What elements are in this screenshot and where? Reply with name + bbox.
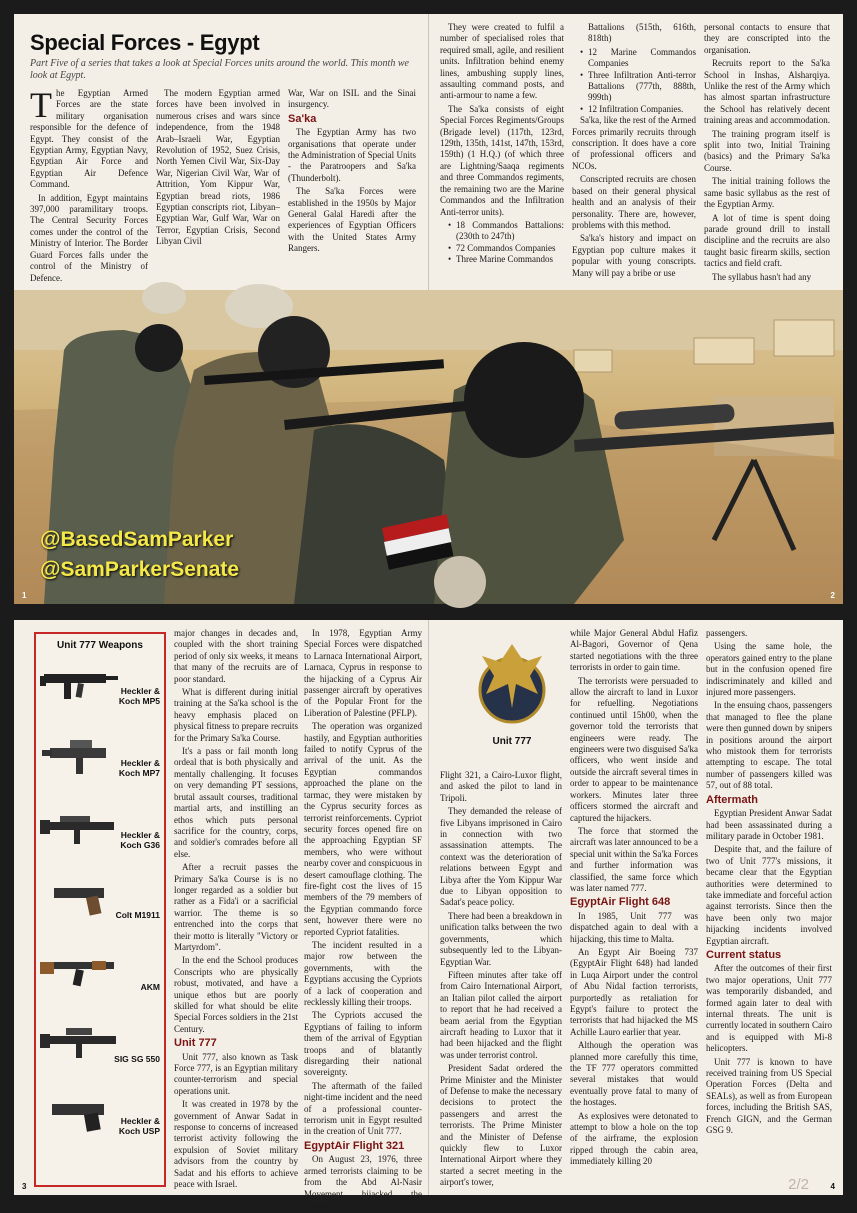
list-item: • 18 Commandos Battalions: (230th to 247th)	[448, 220, 564, 243]
paragraph: The terrorists were persuaded to allow the aircraft to land in Luxor for refuelling. Negotiations continued until 15h00, when the governor told the terrorists that engineers were ready. The engineers were two disguised Sa'ka officers, who went inside and outside the aircraft several times in order to appear to be maintenance workers. Minutes later three officers stormed the aircraft and captured the hijackers.	[570, 675, 698, 823]
magazine-spread-pages-3-4	[14, 620, 843, 1210]
paragraph: Despite that, and the failure of two of Unit 777's missions, it became clear that the Egyptian authorities were determined to take immediate and forceful action against terrorists. Since then the have been only two major hijacking incidents involved Egyptian aircraft.	[706, 844, 832, 946]
emblem-caption: Unit 777	[492, 736, 532, 747]
weapon-item	[36, 874, 164, 926]
paragraph: personal contacts to ensure that they are conscripted into the organisation.	[704, 22, 830, 55]
page-number: 1	[22, 591, 27, 600]
paragraph: Using the same hole, the operators gained entry to the plane but in the confusion opened fire indiscriminately and killed and injured more passengers.	[706, 641, 832, 698]
paragraph: As explosives were detonated to attempt to blow a hole on the top of the airframe, the explosion ripped through the cabin area, immediately killing 20	[570, 1110, 698, 1167]
paragraph: while Major General Abdul Hafiz Al-Bagori, Governor of Qena started negotiations with the three terrorists in order to gain time.	[570, 628, 698, 673]
paragraph: he Egyptian Armed Forces are the state military organisation responsible for the defence of Egypt. They consist of the Egyptian Army, Egyptian Navy, Egyptian Air Force and Egyptian Air Defence Command.	[30, 88, 148, 190]
weapons-sidebar	[34, 632, 166, 1187]
weapon-name: Heckler & Koch USP	[118, 1116, 160, 1136]
page-number: 3	[22, 1182, 27, 1191]
list-item: • Three Infiltration Anti-terror Battalions (777th, 888th, 999th)	[580, 70, 696, 104]
paragraph: Egyptian President Anwar Sadat had been assassinated during a military parade in October 1981.	[706, 808, 832, 841]
section-heading: Unit 777	[174, 1037, 217, 1050]
weapon-name: Colt M1911	[115, 910, 160, 920]
paragraph: The Cypriots accused the Egyptians of failing to inform them of the arrival of Egyptian troops and of blatantly disregarding their national sovereignty.	[304, 1010, 422, 1078]
section-heading: Sa'ka	[288, 112, 317, 125]
paragraph: In 1985, Unit 777 was dispatched again to deal with a hijacking, this time to Malta.	[570, 910, 698, 944]
watermark-handle: @BasedSamParker	[40, 528, 234, 551]
text-column-5	[572, 22, 696, 281]
weapon-item	[36, 1090, 164, 1142]
paragraph: In 1978, Egyptian Army Special Forces were dispatched to Larnaca International Airport, Larnaca, Cyprus in response to the hijacking of a Cyprus Air passenger aircraft by operatives of the Popular Front for the Liberation of Palestine (PFLP).	[304, 628, 422, 718]
paragraph: They demanded the release of five Libyans imprisoned in Cairo in connection with two assassination attempts. The context was the deterioration of relations between Egypt and Libya after the Yom Kippur War due to Libyan opposition to Sadat's peace policy.	[440, 806, 562, 908]
watermark-handle: @SamParkerSenate	[40, 558, 240, 581]
text-column-b	[304, 628, 422, 1213]
paragraph: The syllabus hasn't had any	[712, 271, 812, 282]
weapon-item	[36, 732, 164, 784]
unit-777-emblem-icon	[472, 638, 552, 728]
weapon-name: AKM	[140, 982, 160, 992]
battalion-list	[440, 220, 564, 266]
paragraph: In addition, Egypt maintains 397,000 paramilitary troops. The Central Security Forces comes under the control of the Ministry of Interior. The Border Guard Forces falls under the control of the Ministry of Defence.	[30, 192, 148, 283]
paragraph: The Sa'ka consists of eight Special Forces Regiments/Groups (Brigade level) (117th, 123rd, 129th, 135th, 141st, 147th, 153rd, 159th) (1 H.Q.) (of which three are Lightning/Saaqa regiments and three Commandos regiments, the remaining two are the Marine Commandos and the Infiltration Anti-terror units).	[440, 103, 564, 217]
paragraph: Although the operation was planned more carefully this time, the TF 777 operators committed several mistakes that would eventually prove fatal to many of the hostages.	[570, 1040, 698, 1108]
text-column-4	[440, 22, 564, 266]
paragraph: The incident resulted in a major row between the governments, with the Egyptians accusing the Cypriots of a lack of cooperation and recklessly killing their troops.	[304, 939, 422, 1007]
list-item: • 12 Marine Commandos Companies	[580, 47, 696, 70]
paragraph: Recruits report to the Sa'ka School in Inshas, Alsharqiya. Unlike the rest of the Army which has almost spartan infrastructure the School has relatively decent training areas and accommodation.	[704, 58, 830, 126]
page-fold	[428, 620, 429, 1195]
paragraph: What is different during initial training at the Sa'ka school is the heavy emphasis placed on physical fitness to prepare recruits for the Primary Sa'ka Course.	[174, 687, 298, 743]
hero-photo-illustration	[14, 290, 843, 604]
battalion-list	[572, 47, 696, 115]
text-column-a	[174, 628, 298, 1193]
page-number: 2	[830, 591, 835, 600]
list-item: • 72 Commandos Companies	[448, 243, 564, 254]
paragraph: The initial training follows the same basic syllabus as the rest of the Egyptian Army.	[704, 176, 830, 210]
page-number: 4	[830, 1182, 835, 1191]
weapon-name: Heckler & Koch MP5	[118, 686, 160, 706]
text-column-2	[156, 88, 280, 250]
paragraph: The training program itself is split into two, Initial Training (basics) and the Primary Sa'ka Course.	[704, 128, 830, 173]
text-column-6	[704, 22, 830, 285]
section-heading: EgyptAir Flight 648	[570, 896, 671, 909]
paragraph: It was created in 1978 by the government of Anwar Sadat in response to concerns of increased terrorist activity following the expulsion of Soviet military advisors from the country by Sadat and his efforts to achieve peace with Israel.	[174, 1099, 298, 1190]
text-column-d	[570, 628, 698, 1170]
paragraph: An Egypt Air Boeing 737 (EgyptAir Flight 648) had landed in Luqa Airport under the control of Abu Nidal faction terrorists, purportedly as retaliation for Egypt's failure to protect the terrorists that had hijacked the MS Achille Lauro earlier that year.	[570, 946, 698, 1037]
paragraph: Sa'ka's history and impact on Egyptian pop culture makes it popular with young conscripts. Many will pay a bribe or use	[572, 233, 696, 278]
weapon-item	[36, 1018, 164, 1070]
paragraph: There had been a breakdown in unification talks between the two governments, which subsequently led to the Libyan-Egyptian War.	[440, 910, 562, 967]
article-standfirst: Part Five of a series that takes a look at Special Forces units around the world. This month we look at Egypt.	[30, 58, 409, 81]
paragraph: The modern Egyptian armed forces have been involved in numerous crises and wars since independence, from the 1948 Arab–Israeli War, Egyptian Revolution of 1952, Suez Crisis, North Yemen Civil War, Six-Day War, Nigerian Civil War, War of Attrition, Yom Kippur War, Egyptian bread riots, 1986 Egyptian conscripts riot, Libyan–Egyptian War, Gulf War, War on Terror, Egyptian Crisis, Second Libyan Civil	[156, 88, 280, 247]
paragraph: On August 23, 1976, three armed terrorists claiming to be from the Abd Al-Nasir Movement hijacked the EgyptAir	[304, 1154, 422, 1210]
paragraph: In the end the School produces Conscripts who are physically robust, motivated, and have a unique ethos but are poorly skilled for what should be elite Special Forces soldiers in the 21st Century.	[174, 955, 298, 1034]
weapon-item	[36, 804, 164, 856]
text-column-1	[30, 85, 148, 286]
paragraph: War, War on ISIL and the Sinai insurgency.	[288, 88, 416, 110]
page-fold	[428, 14, 429, 294]
paragraph: It's a pass or fail month long ordeal that is both physically and mentally challenging. It focuses on very demanding PT sessions, brutal assault courses, traditional martial arts, and instilling an ethos which puts personal sacrifice for the country, corps, and soldier's comrades before all else.	[174, 746, 298, 859]
paragraph: Flight 321, a Cairo-Luxor flight, and asked the pilot to land in Tripoli.	[440, 770, 562, 803]
paragraph: The Egyptian Army has two organisations that operate under the Administration of Special Units - the Paratroopers and Sa'ka (Thunderbolt).	[288, 127, 416, 183]
paragraph: In the ensuing chaos, passengers that managed to flee the plane were then gunned down by snipers in positions around the airport who mistook them for terrorists attempting to escape. The total number of passengers killed was 57, out of 88 total.	[706, 700, 832, 791]
list-item: • Three Marine Commandos	[448, 254, 564, 265]
section-heading: Aftermath	[706, 793, 758, 806]
paragraph: Fifteen minutes after take off from Cairo International Airport, an Italian pilot called the airport to report that he had received a beam aerial from the Egyptian aircraft heading to Luxor that it had been hijacked and the flight was under terrorist control.	[440, 969, 562, 1060]
weapon-name: Heckler & Koch MP7	[118, 758, 160, 778]
magazine-spread-pages-1-2	[14, 14, 843, 604]
paragraph: Unit 777, also known as Task Force 777, is an Egyptian military counter-terrorism and special operations unit.	[174, 1051, 298, 1096]
paragraph: Unit 777 is known to have received training from US Special Operation Forces (Delta and SEALs), as well as from European forces, including the British SAS, French GIGN, and the German GSG 9.	[706, 1056, 832, 1136]
list-item: • 12 Infiltration Companies.	[580, 104, 696, 115]
paragraph: The aftermath of the failed night-time incident and the need of a professional counter-terrorism unit in Egypt resulted in the creation of Unit 777.	[304, 1080, 422, 1137]
paragraph: The Sa'ka Forces were established in the 1950s by Major General Galal Haredi after the experiences of Egyptian Officers with the United States Army Rangers.	[288, 186, 416, 254]
text-column-e	[706, 628, 832, 1138]
paragraph: A lot of time is spent doing parade ground drill to install discipline and the recruits are also taught basic firearm skills, section tactics and field craft.	[704, 212, 830, 269]
text-column-3	[288, 88, 416, 257]
text-column-c	[440, 770, 562, 1191]
hero-photo-soldiers-desert	[14, 290, 843, 604]
section-heading: Current status	[706, 948, 782, 961]
image-count-mark: 2/2	[788, 1176, 809, 1193]
paragraph: Battalions (515th, 616th, 818th)	[588, 22, 696, 44]
weapons-sidebar-title: Unit 777 Weapons	[57, 640, 143, 651]
paragraph: Conscripted recruits are chosen based on their general physical health and an analysis of their personality. There are, however, problems with this method.	[572, 174, 696, 230]
paragraph: They were created to fulfil a number of specialised roles that required small, agile, and resilient units. Infiltration behind enemy lines, ambushing supply lines, assaulting command posts, and anti-armour to name a few.	[440, 22, 564, 101]
paragraph: major changes in decades and, coupled with the short training period of only six weeks, it means that many of the recruits are of poor standard.	[174, 628, 298, 684]
paragraph: After the outcomes of their first two major operations, Unit 777 was temporarily disbanded, and formed again later to deal with internal threats. The unit is currently located in southern Cairo and is equipped with Mi-8 helicopters.	[706, 963, 832, 1054]
weapon-item	[36, 946, 164, 998]
section-heading: EgyptAir Flight 321	[304, 1139, 405, 1152]
paragraph: passengers.	[706, 628, 748, 638]
paragraph: Sa'ka, like the rest of the Armed Forces primarily recruits through conscription. It does have a core of professional officers and NCOs.	[572, 115, 696, 171]
weapon-name: SIG SG 550	[114, 1054, 160, 1064]
weapon-name: Heckler & Koch G36	[120, 830, 160, 850]
drop-cap: T	[30, 85, 52, 125]
paragraph: The operation was organized hastily, and Egyptian authorities failed to notify Cyprus of the arrival of the unit. As the Egyptian commandos approached the plane on the tarmac, they were mistaken by the Cyprus security forces as terrorist reinforcements. Cypriot security forces opened fire on the approaching Egyptian SF members, who were without nearby cover and conspicuous in desert camouflage clothing. The fire-fight cost the lives of 15 members of the 79 members of the Egyptian commando force sent, however there were no reported Cypriot fatalities.	[304, 721, 422, 937]
weapon-item	[36, 660, 164, 712]
paragraph: President Sadat ordered the Prime Minister and the Minister of Defense to make the necessary decisions to protect the passengers and arrest the terrorists. The Prime Minister and the Minister of Defense quickly flew to Luxor International Airport where they started a secret meeting in the airport's tower,	[440, 1063, 562, 1188]
paragraph: The force that stormed the aircraft was later announced to be a special unit within the Sa'ka Forces and further information was classified, the same force which was later named 777.	[570, 825, 698, 893]
paragraph: After a recruit passes the Primary Sa'ka Course is is no longer regarded as a soldier but rather as a Fida'i or a sacrificial warrior. The theme is so entrenched into the corps that their motto is literally "Victory or Martyrdom".	[174, 862, 298, 952]
article-headline: Special Forces - Egypt	[30, 30, 260, 55]
